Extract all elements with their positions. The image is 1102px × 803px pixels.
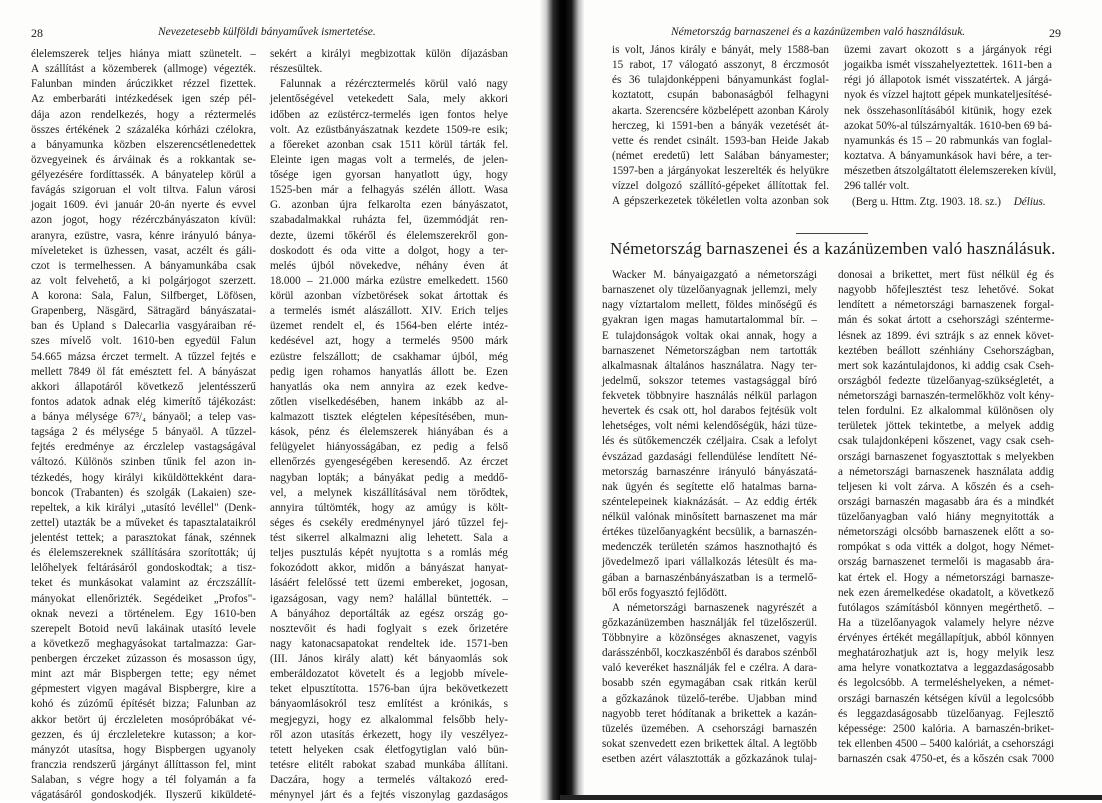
text-line: tüzelőanyagban való hiány megnyitották a <box>838 511 1054 523</box>
text-line: zettel) utazták be a műveket és tapasztalataikról <box>31 516 256 529</box>
left-page <box>0 0 548 800</box>
text-line: vízzel dolgozó szállító-gépeket állítottak fel. <box>612 180 829 193</box>
text-line: séges és csekély eredménynyel járó tűzzel fej- <box>270 516 508 529</box>
text-line: fontos adatok adnak elég kimerítő tájékozást: <box>31 395 256 408</box>
text-line: Falunban minden árúczikket rézzel fizettek. <box>31 78 256 91</box>
running-head-right: Németország barnaszenei és a kazánüzemben való használásuk. <box>671 26 966 38</box>
text-line: és élelemszereknek szállítására szorították; új <box>31 547 256 560</box>
text-line: nak ügyén és segítette elő hatalmas barna- <box>602 480 817 493</box>
text-line: tetett helyeken csak életfogytiglan való bün- <box>270 743 508 756</box>
text-line: mert sok kazántulajdonos, ki addig csak Cseh- <box>838 359 1054 372</box>
text-line: németországi olcsóbb barnaszenek előtt a so- <box>838 526 1054 539</box>
article-column-2 <box>838 268 1054 767</box>
text-line: bosabb szén egymagában csak ritkán kerül <box>602 677 817 690</box>
text-line: (III. János király alatt) két bányaomlás sok <box>270 653 508 665</box>
text-line: telen fordulni. Ez alkalommal különösen oly <box>838 405 1054 418</box>
text-line: régi jó állapotok ismét visszatértek. A járgá- <box>844 74 1052 87</box>
text-line: Többnyire a közönséges aknaszenet, vagyis <box>602 632 817 644</box>
text-line: mányokat ellenőrizték. Segédeiket „Profos"- <box>31 592 256 605</box>
text-line: rompókat s oda vitték a dolgot, hogy Német- <box>838 541 1054 554</box>
text-line: bányaomlásokról tesz említést a krónikás, s <box>270 698 508 711</box>
text-line: dája azon rendelkezés, hogy a réztermelés <box>31 108 256 121</box>
left-column-2 <box>270 47 508 803</box>
text-line: jövedelmező ipari vállalkozás létesült és ma- <box>602 556 817 569</box>
text-line: nagyobb teret hódítanak a brikettek a kazán- <box>602 707 817 720</box>
text-line: özvegyeinek és árváinak és a rokkantak se- <box>31 153 256 166</box>
text-line: annyira túltömték, hogy az amúgy is költ- <box>270 501 508 514</box>
text-line: fejtés eredménye az érczlelep vastagságával <box>31 441 256 454</box>
text-line: gőzkazánüzemben használják fel tüzelőszerül. <box>602 616 817 629</box>
text-line: tézkedés, hogy királyi kiküldöttekként dara- <box>31 471 256 484</box>
text-line: országi barnaszenet fogyasztottak s melyekben <box>838 450 1054 463</box>
text-line: a főereket azonban csak 1511 körül tárták fel. <box>270 138 508 151</box>
text-line: az volt felvehető, a ki polgárjogot szerzett. <box>31 274 256 287</box>
page-number-left: 28 <box>31 26 43 40</box>
text-line: herczeg, ki 1591-ben a bányák vezetését át- <box>612 119 829 132</box>
text-line: változó. Különös szinben tűnik fel azon in- <box>31 456 256 469</box>
text-line: sekért a királyi megbizottak külön díjazásban <box>270 48 508 60</box>
text-line: teket elpusztította. 1576-ban újra bekövetkezett <box>270 683 508 696</box>
text-line: kalmazott tisztek elégtelen képesítésében, mun- <box>270 411 508 423</box>
text-line: nek ezen áremelkedése okadatolt, a következő <box>838 586 1054 599</box>
text-line: képessége: 2500 kalória. A barnaszén-briket- <box>838 722 1054 735</box>
text-line: akkor betört új érczleleten mosópróbákat vé- <box>31 713 256 726</box>
text-line: nélkül valónak minősített barnaszenet ma már <box>602 511 817 523</box>
text-line: dezte, üzemi tőkéről és élelemszerekről gon- <box>270 229 508 242</box>
text-line: élelemszerek teljes hiánya miatt szünetelt. – <box>31 48 256 60</box>
text-line: 296 tallér volt. <box>844 180 910 193</box>
text-line: a bánya mélysége 67³/₄ bányaöl; a telep vas- <box>31 411 256 423</box>
text-line: azon jogot, hogy rézérczbányászaton kívül: <box>31 214 256 227</box>
text-line: 15 rabot, 17 válogató asszonyt, 8 érczmosót <box>612 59 829 72</box>
text-line: repeltek, a kik királyi „utasító levéllel" (Denk- <box>31 501 256 514</box>
text-line: évszázad gazdasági fellendülése lendített Né- <box>602 450 817 463</box>
text-line: Grapenberg, Näsgärd, Sätragärd bányászatai- <box>31 305 256 318</box>
text-line: és 36 tulajdonképpeni bányamunkást foglal- <box>612 74 829 87</box>
text-line: nyamunkás és 15 – 20 rabmunkás van foglal- <box>844 134 1052 147</box>
text-line: esetben azért választották a gőzkazánok tulaj- <box>602 753 817 765</box>
text-line: nagyobb hőfejlesztést tesz lehetővé. Sokat <box>838 284 1054 297</box>
text-line: nosztevőit és hadi foglyait s ezek őrizetére <box>270 622 508 635</box>
text-line: koztatva. A bányamunkások havi bére, a ter- <box>844 149 1052 162</box>
text-line: és legolcsóbb. A termeléshelyeken, a német- <box>838 677 1054 690</box>
text-line: tüzelés üzemében. A csehországi barnaszén <box>602 722 817 735</box>
text-line: 1525-ben már a felhagyás szélén állott. Wasa <box>270 184 508 197</box>
text-line: országi barnaszén magasabb ára és a mindkét <box>838 495 1054 508</box>
text-line: futólagos számításból könnyen megérthető. – <box>838 601 1054 614</box>
text-line: és leggazdaságosabb tüzelőanyag. Fejlesztő <box>838 707 1054 720</box>
text-line: oknak nevezi a történelem. Egy 1610-ben <box>31 607 256 620</box>
text-line: koztatott, csupán babonaságból felhagyni <box>612 89 829 102</box>
text-line: aranyra, ezüstre, vasra, kénre irányuló bánya- <box>31 229 256 242</box>
text-line: körül azonban vízbetörések sokat ártottak és <box>270 290 508 302</box>
left-column-1 <box>31 47 256 803</box>
text-line: gépmestert vigyen magával Bispbergre, kire a <box>31 683 256 696</box>
text-line: Salaban, s végre hogy a tél folyamán a fa <box>31 774 256 786</box>
text-line: ezüstre felszállott; de csakhamar újból, még <box>270 350 508 363</box>
text-line: tek ellenben 4500 – 5400 kalóriát, a csehországi <box>838 737 1054 750</box>
text-line: szabadalmakkal ruházta fel, üzemmódját ren- <box>270 214 508 227</box>
text-line: lésnek az 1899. évi sztrájk s az ennek követ- <box>838 329 1054 342</box>
text-line: lendített a németországi barnaszenek forgal- <box>838 299 1054 312</box>
text-line: kat értek el. Hogy a németországi barnasze- <box>838 571 1054 584</box>
text-line: nek összehasonlításából kitünik, hogy ezek <box>844 104 1052 117</box>
text-line: emberáldozatot követelt és a legjobb mívele- <box>270 668 508 681</box>
text-line: doskodott és oda vitte a dolgot, hogy a ter- <box>270 244 508 257</box>
text-line: akkori állapotáról következő jelentésszerű <box>31 380 256 393</box>
text-line: megjegyzi, hogy ez alkalommal felsőbb hely- <box>270 713 508 726</box>
text-line: lés és sütőkemenczék czéljaira. Csak a lefolyt <box>602 435 817 448</box>
author-signature: Délius. <box>1013 196 1046 208</box>
text-line: kedésével azt, hogy a termelés 9500 márk <box>270 335 508 348</box>
right-page <box>574 0 1102 800</box>
text-line: G. azonban újra felkarolta ezen bányászatot, <box>270 199 508 212</box>
text-line: vette és rendet csinált. 1593-ban Heide Jakab <box>612 134 829 147</box>
text-line: a termelés ismét alászállott. XIV. Erich teljes <box>270 305 508 318</box>
text-line: zőtlen viselkedésében, hanem inkább az al- <box>270 395 508 408</box>
text-line: meghatározhatjuk azt is, hogy melyik lesz <box>838 647 1054 660</box>
text-line: Eleinte igen magas volt a termelés, de jelen- <box>270 153 508 166</box>
text-line: felügyelet hiányosságában, ez pedig a felső <box>270 441 508 454</box>
text-line: ban és Upland s Dalecarlia vasgyáraiban ré- <box>31 320 256 333</box>
page-number-right: 29 <box>1049 26 1061 40</box>
text-line: mint azt már Bispbergen tette; egy német <box>31 668 256 681</box>
article-column-1 <box>602 268 817 767</box>
text-line: a németországi barnaszenek használata addig <box>838 465 1054 478</box>
text-line: nagyban lopták; a bányákat pedig a meddő- <box>270 471 508 484</box>
text-line: medenczék területén számos hasznothajtó és <box>602 541 817 554</box>
text-line: vágatásáról gondoskodjék. Ilyszerű kiküldeté- <box>31 789 256 802</box>
text-line: ből erős fogyasztó fejlődött. <box>602 586 727 599</box>
text-line: lehetséges, volt némi kelendőségük, házi tüze- <box>602 420 817 433</box>
text-line: mányzót utasítsa, hogy Bispbergen ugyanoly <box>31 743 256 756</box>
text-line: tetésre elitélt rabokat szabad munkába állítani. <box>270 758 508 771</box>
text-line: mellett 7849 öl fát emésztett fel. A bányászat <box>31 365 256 378</box>
text-line: lelőhelyek feltárásáról gondoskodtak; a tisz- <box>31 562 256 575</box>
text-line: igazságosan, vagy nem? halállal büntették. – <box>270 592 508 605</box>
text-line: donosai a brikettet, mert füst nélkül ég és <box>838 269 1054 281</box>
right-top-column-2 <box>844 43 1057 194</box>
text-line: országi barnaszén kétségen kívül a legolcsóbb <box>838 692 1054 705</box>
text-line: hanyatlás oka nem annyira az ezek kedve- <box>270 380 508 393</box>
text-line: mészetben átszolgáltatott élelemszereken kívül, <box>844 165 1057 177</box>
text-line: németországi barnaszén-termelőkhöz volt kény- <box>838 390 1054 402</box>
text-line: szerepelt Botoid nevű lakáinak utasító levele <box>31 622 256 635</box>
text-line: ről azon utasítás érkezett, hogy ily veszélyez- <box>270 728 508 741</box>
text-line: penbergen érczeket zúzasson és mosasson úgy, <box>31 653 256 665</box>
text-line: pedig igen rohamos hanyatlás állott be. Ezen <box>270 365 508 378</box>
text-line: területek jöttek tekintetbe, a melyek addig <box>838 420 1054 433</box>
text-line: (német eredetű) lett Salában bányamester; <box>612 149 829 162</box>
text-line: országból fedezte tüzelőanyag-szükségletét, a <box>838 374 1054 387</box>
text-line: tősége igen gyorsan hanyatlott úgy, hogy <box>270 169 508 181</box>
text-line: kohó és zúzómű építését bizza; Falunban az <box>31 698 256 711</box>
citation-line <box>844 195 1052 210</box>
text-line: Ha a tüzelőanyagok valamely helyre nézve <box>838 616 1054 629</box>
text-line: a gőzkazánok tüzelő-terébe. Ujabban mind <box>602 692 817 705</box>
citation: (Berg u. Httm. Ztg. 1903. 18. sz.) <box>852 196 1001 208</box>
text-line: hevertek és csak ott, hol darabos fejtésük volt <box>602 405 817 418</box>
section-divider <box>796 233 868 234</box>
right-top-column-1 <box>612 43 829 209</box>
text-line: Az emberbaráti intézkedések igen szép pél- <box>31 93 256 106</box>
text-line: A németországi barnaszenek nagyrészét a <box>612 601 817 614</box>
text-line: metország barnaszénre irányuló bányászatá- <box>602 465 817 478</box>
text-line: E tulajdonságok voltak okai annak, hogy a <box>602 329 817 342</box>
text-line: fokozódott akkor, midőn a bányászat hanyat- <box>270 562 508 575</box>
text-line: teket és munkásokat valamint az érczszállít- <box>31 577 256 590</box>
text-line: gában a barnaszénbányászatban is a termelő- <box>602 571 817 584</box>
text-line: franczia rendszerű járgányt állíttasson fel, mint <box>31 758 256 771</box>
text-line: jedelmű, sokszor tetemes vastagsággal bíró <box>602 374 817 387</box>
text-line: ellenőrzés gyengeségében keresendő. Az érczet <box>270 456 508 469</box>
article-title: Németország barnaszenei és a kazánüzemben való használásuk. <box>610 239 1056 258</box>
text-line: ama helyre vonatkoztatva a leggazdaságosabb <box>838 662 1054 675</box>
text-line: ország barnaszenet termelői is magasabb ára- <box>838 556 1054 569</box>
text-line: kások, pénz és élelemszerek hiányában és a <box>270 426 508 439</box>
text-line: volt. Az ezüstbányászatnak kezdete 1509-re esik; <box>270 123 508 136</box>
text-line: melés újból növekedve, néhány éven át <box>270 259 508 272</box>
text-line: nagy víztartalom mellett, földes minőségű és <box>602 299 817 312</box>
text-line: részesültek. <box>270 63 323 76</box>
text-line: barnaszenet oly tüzelőanyagnak jellemzi, mely <box>602 284 817 297</box>
text-line: alkalmasnak általános használatra. Nagy ter- <box>602 359 817 372</box>
text-line: A szállítást a közemberek (allmoge) végezték. <box>31 63 256 76</box>
text-line: a bányamunka közben elszerencsétlenedettek <box>31 138 256 151</box>
text-line: tést sikerrel alkalmazni alig lehetett. Sala a <box>270 532 508 544</box>
text-line: jogaikba ismét visszahelyeztettek. 1611-ben a <box>844 59 1052 72</box>
text-line: keztében beállott szénhiány Csehországban, <box>838 344 1054 357</box>
text-line: tagsága 2 és mélysége 5 bányaöl. A tűzzel- <box>31 426 256 439</box>
text-line: barnaszén csak 4750-et, és a kőszén csak 7000 <box>838 753 1054 765</box>
text-line: Daczára, hogy a termelés váltakozó ered- <box>270 774 508 786</box>
text-line: 1597-ben a járgányokat leszerelték és helyükre <box>612 165 829 177</box>
text-line: a következő meghagyásokat tartalmazza: Gar- <box>31 637 256 650</box>
text-line: üzemet rendelt el, és 1564-ben elérte intéz- <box>270 320 508 333</box>
text-line: jelentést tettek; a parasztokat fának, szénnek <box>31 532 256 544</box>
text-line: nagy katonacsapatokat rendeltek ide. 1571-ben <box>270 637 508 650</box>
text-line: jogait 1609. évi január 20-án nyerte és evvel <box>31 199 256 212</box>
text-line: Falunnak a rézércztermelés körül való nagy <box>280 78 508 91</box>
text-line: szes mívelő volt. 1610-ben egyedül Falun <box>31 335 256 348</box>
text-line: értékes tüzelőanyagként becsülik, a barnaszén- <box>602 526 817 539</box>
text-line: akarta. Szerencsére közbelépett azonban Károly <box>612 104 829 117</box>
text-line: teljesen ki volt zárva. A kőszén és a cseh- <box>838 480 1054 493</box>
text-line: A gépszerkezetek tökéletlen volta azonban sok <box>612 195 829 208</box>
page-bottom-edge <box>560 795 1102 800</box>
text-line: széntelepeinek kiaknázását. – Az eddig érték <box>602 495 817 508</box>
text-line: jelentőségével vetekedett Sala, mely akkori <box>270 93 508 106</box>
text-line: időben az ezüstércz-termelés igen fontos helye <box>270 108 508 121</box>
text-line: csak tulajdonképeni kőszenet, vagy csak cseh- <box>838 435 1054 448</box>
text-line: nyok és vízzel hajtott gépek munkateljesítésé- <box>844 89 1052 102</box>
text-line: gyakran igen magas hamutartalommal bír. – <box>602 314 817 327</box>
text-line: mán és sokat ártott a csehországi széntermе- <box>838 314 1054 327</box>
text-line: való keveréket használják fel e czélra. A dara- <box>602 662 817 675</box>
text-line: gezzen, és új érczleletekre kutasson; a kor- <box>31 728 256 741</box>
text-line: A korona: Sala, Falun, Silfberget, Löfösen, <box>31 290 256 302</box>
text-line: favágás szigoruan el volt tiltva. Falun városi <box>31 184 256 197</box>
text-line: boncok (Trabanten) és szolgák (Lakaien) sze- <box>31 486 256 499</box>
text-line: teljes pusztulás képét nyujtotta s a romlás még <box>270 547 508 560</box>
text-line: összes értékének 2 százaléka kórházi czélokra, <box>31 123 256 136</box>
text-line: Wacker M. bányaigazgató a németországi <box>612 269 817 281</box>
text-line: érvényes értékét megállapítjuk, abból könnyen <box>838 632 1054 644</box>
text-line: ménynyel járt és a fejtés viszonylag gazdaságos <box>270 789 508 802</box>
running-head-left: Nevezetesebb külföldi bányaművek ismertetése. <box>158 26 376 38</box>
book-gutter-shadow <box>540 0 584 800</box>
text-line: vel, a melynek kiszállításával nem törődtek, <box>270 486 508 499</box>
text-line: gélyezésére fordíttassék. A bányatelep körül a <box>31 169 256 181</box>
text-line: 54.665 mázsa érczet termelt. A tűzzel fejtés e <box>31 350 256 363</box>
text-line: barnaszenet Németországban nem tartották <box>602 344 817 357</box>
text-line: czot is termelhessen. A bányamunkába csak <box>31 259 256 272</box>
text-line: fekvetek többnyire használás nélkül parlagon <box>602 390 817 402</box>
text-line: is volt, János király e bányát, mely 1588-ban <box>612 44 829 56</box>
text-line: míveleteket is üzhessen, vasat, aczélt és gáli- <box>31 244 256 257</box>
text-line: lásáért felelőssé tett üzemi embereket, jogosan, <box>270 577 508 590</box>
text-line: üzemi zavart okozott s a járgányok régi <box>844 44 1052 56</box>
text-line: sokat szenvedett ezen brikettek által. A legtöbb <box>602 737 817 750</box>
text-line: azokat 50%-al túlszárnyalták. 1610-ben 69 bá- <box>844 119 1052 132</box>
text-line: darásszénből, koczkaszénből és darabos szénből <box>602 647 817 660</box>
text-line: A bányához deportálták az egész ország go- <box>270 607 508 620</box>
text-line: 18.000 – 21.000 márka ezüstre emelkedett. 1560 <box>270 274 508 287</box>
